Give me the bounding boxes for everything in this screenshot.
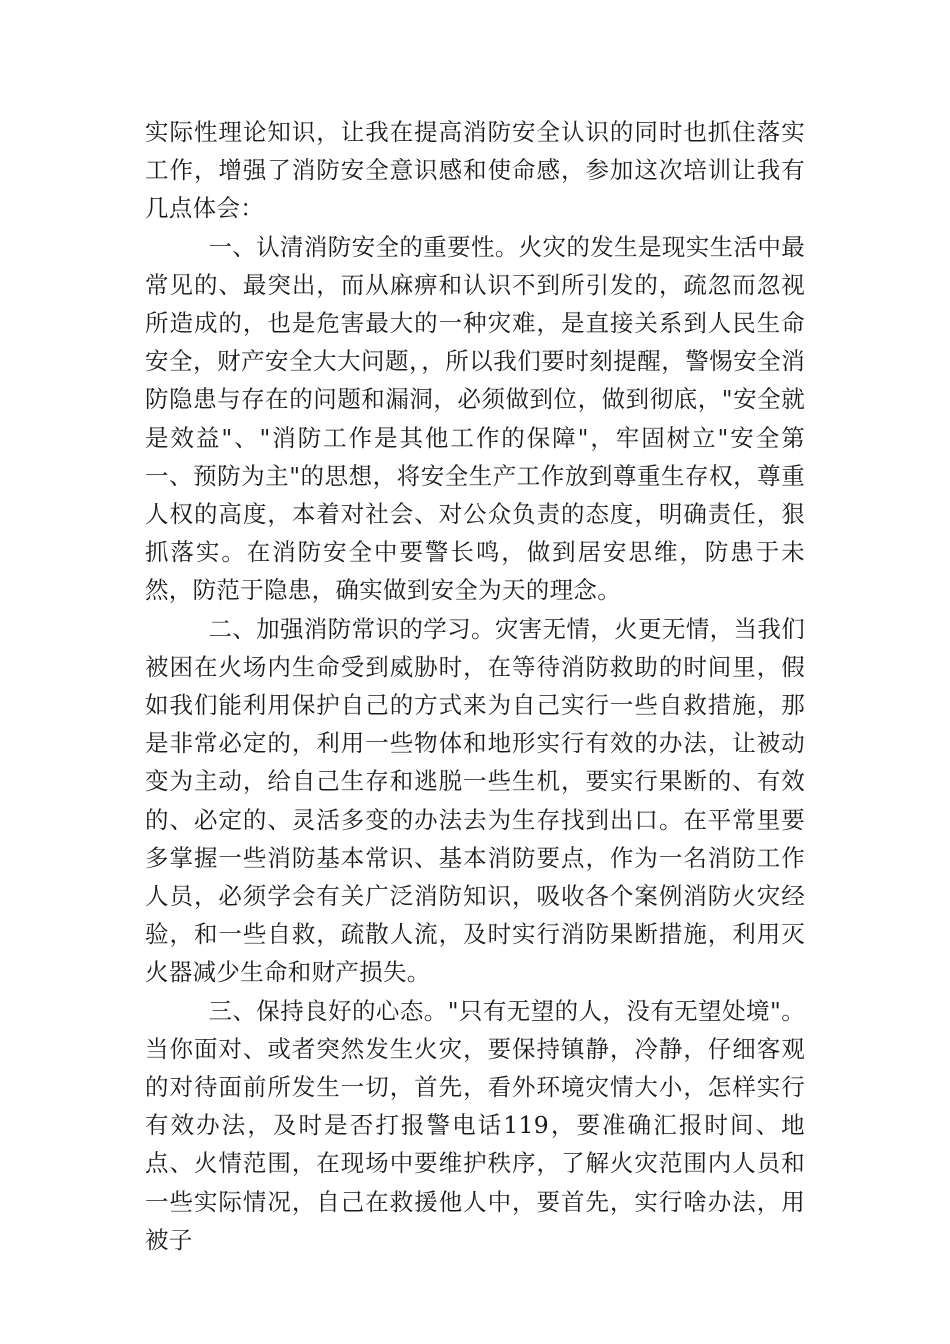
paragraph-intro: 实际性理论知识，让我在提高消防安全认识的同时也抓住落实工作，增强了消防安全意识感和使命感，参加这次培训让我有几点体会： [145, 118, 805, 223]
document-body [145, 113, 805, 1259]
paragraph-point-two: 二、加强消防常识的学习。灾害无情，火更无情，当我们被困在火场内生命受到威胁时，在等待消防救助的时间里，假如我们能利用保护自己的方式来为自己实行一些自救措施，那是非常必定的，利用一些物体和地形实行有效的办法，让被动变为主动，给自己生存和逃脱一些生机，要实行果断的、有效的、必定的、灵活多变的办法去为生存找到出口。在平常里要多掌握一些消防基本常识、基本消防要点，作为一名消防工作人员，必须学会有关广泛消防知识，吸收各个案例消防火灾经验，和一些自救，疏散人流，及时实行消防果断措施，利用灭火器减少生命和财产损失。 [145, 614, 805, 987]
paragraph-point-one: 一、认清消防安全的重要性。火灾的发生是现实生活中最常见的、最突出，而从麻痹和认识不到所引发的，疏忽而忽视所造成的，也是危害最大的一种灾难，是直接关系到人民生命安全，财产安全大大问题，，所以我们要时刻提醒，警惕安全消防隐患与存在的问题和漏洞，必须做到位，做到彻底，"安全就是效益"、"消防工作是其他工作的保障"，牢固树立"安全第一、预防为主"的思想，将安全生产工作放到尊重生存权，尊重人权的高度，本着对社会、对公众负责的态度，明确责任，狠抓落实。在消防安全中要警长鸣，做到居安思维，防患于未然，防范于隐患，确实做到安全为天的理念。 [145, 232, 805, 605]
paragraph-point-three: 三、保持良好的心态。"只有无望的人，没有无望处境"。当你面对、或者突然发生火灾，要保持镇静，冷静，仔细客观的对待面前所发生一切，首先，看外环境灾情大小，怎样实行有效办法，及时是否打报警电话119，要准确汇报时间、地点、火情范围，在现场中要维护秩序，了解火灾范围内人员和一些实际情况，自己在救援他人中，要首先，实行啥办法，用被子 [145, 996, 805, 1254]
